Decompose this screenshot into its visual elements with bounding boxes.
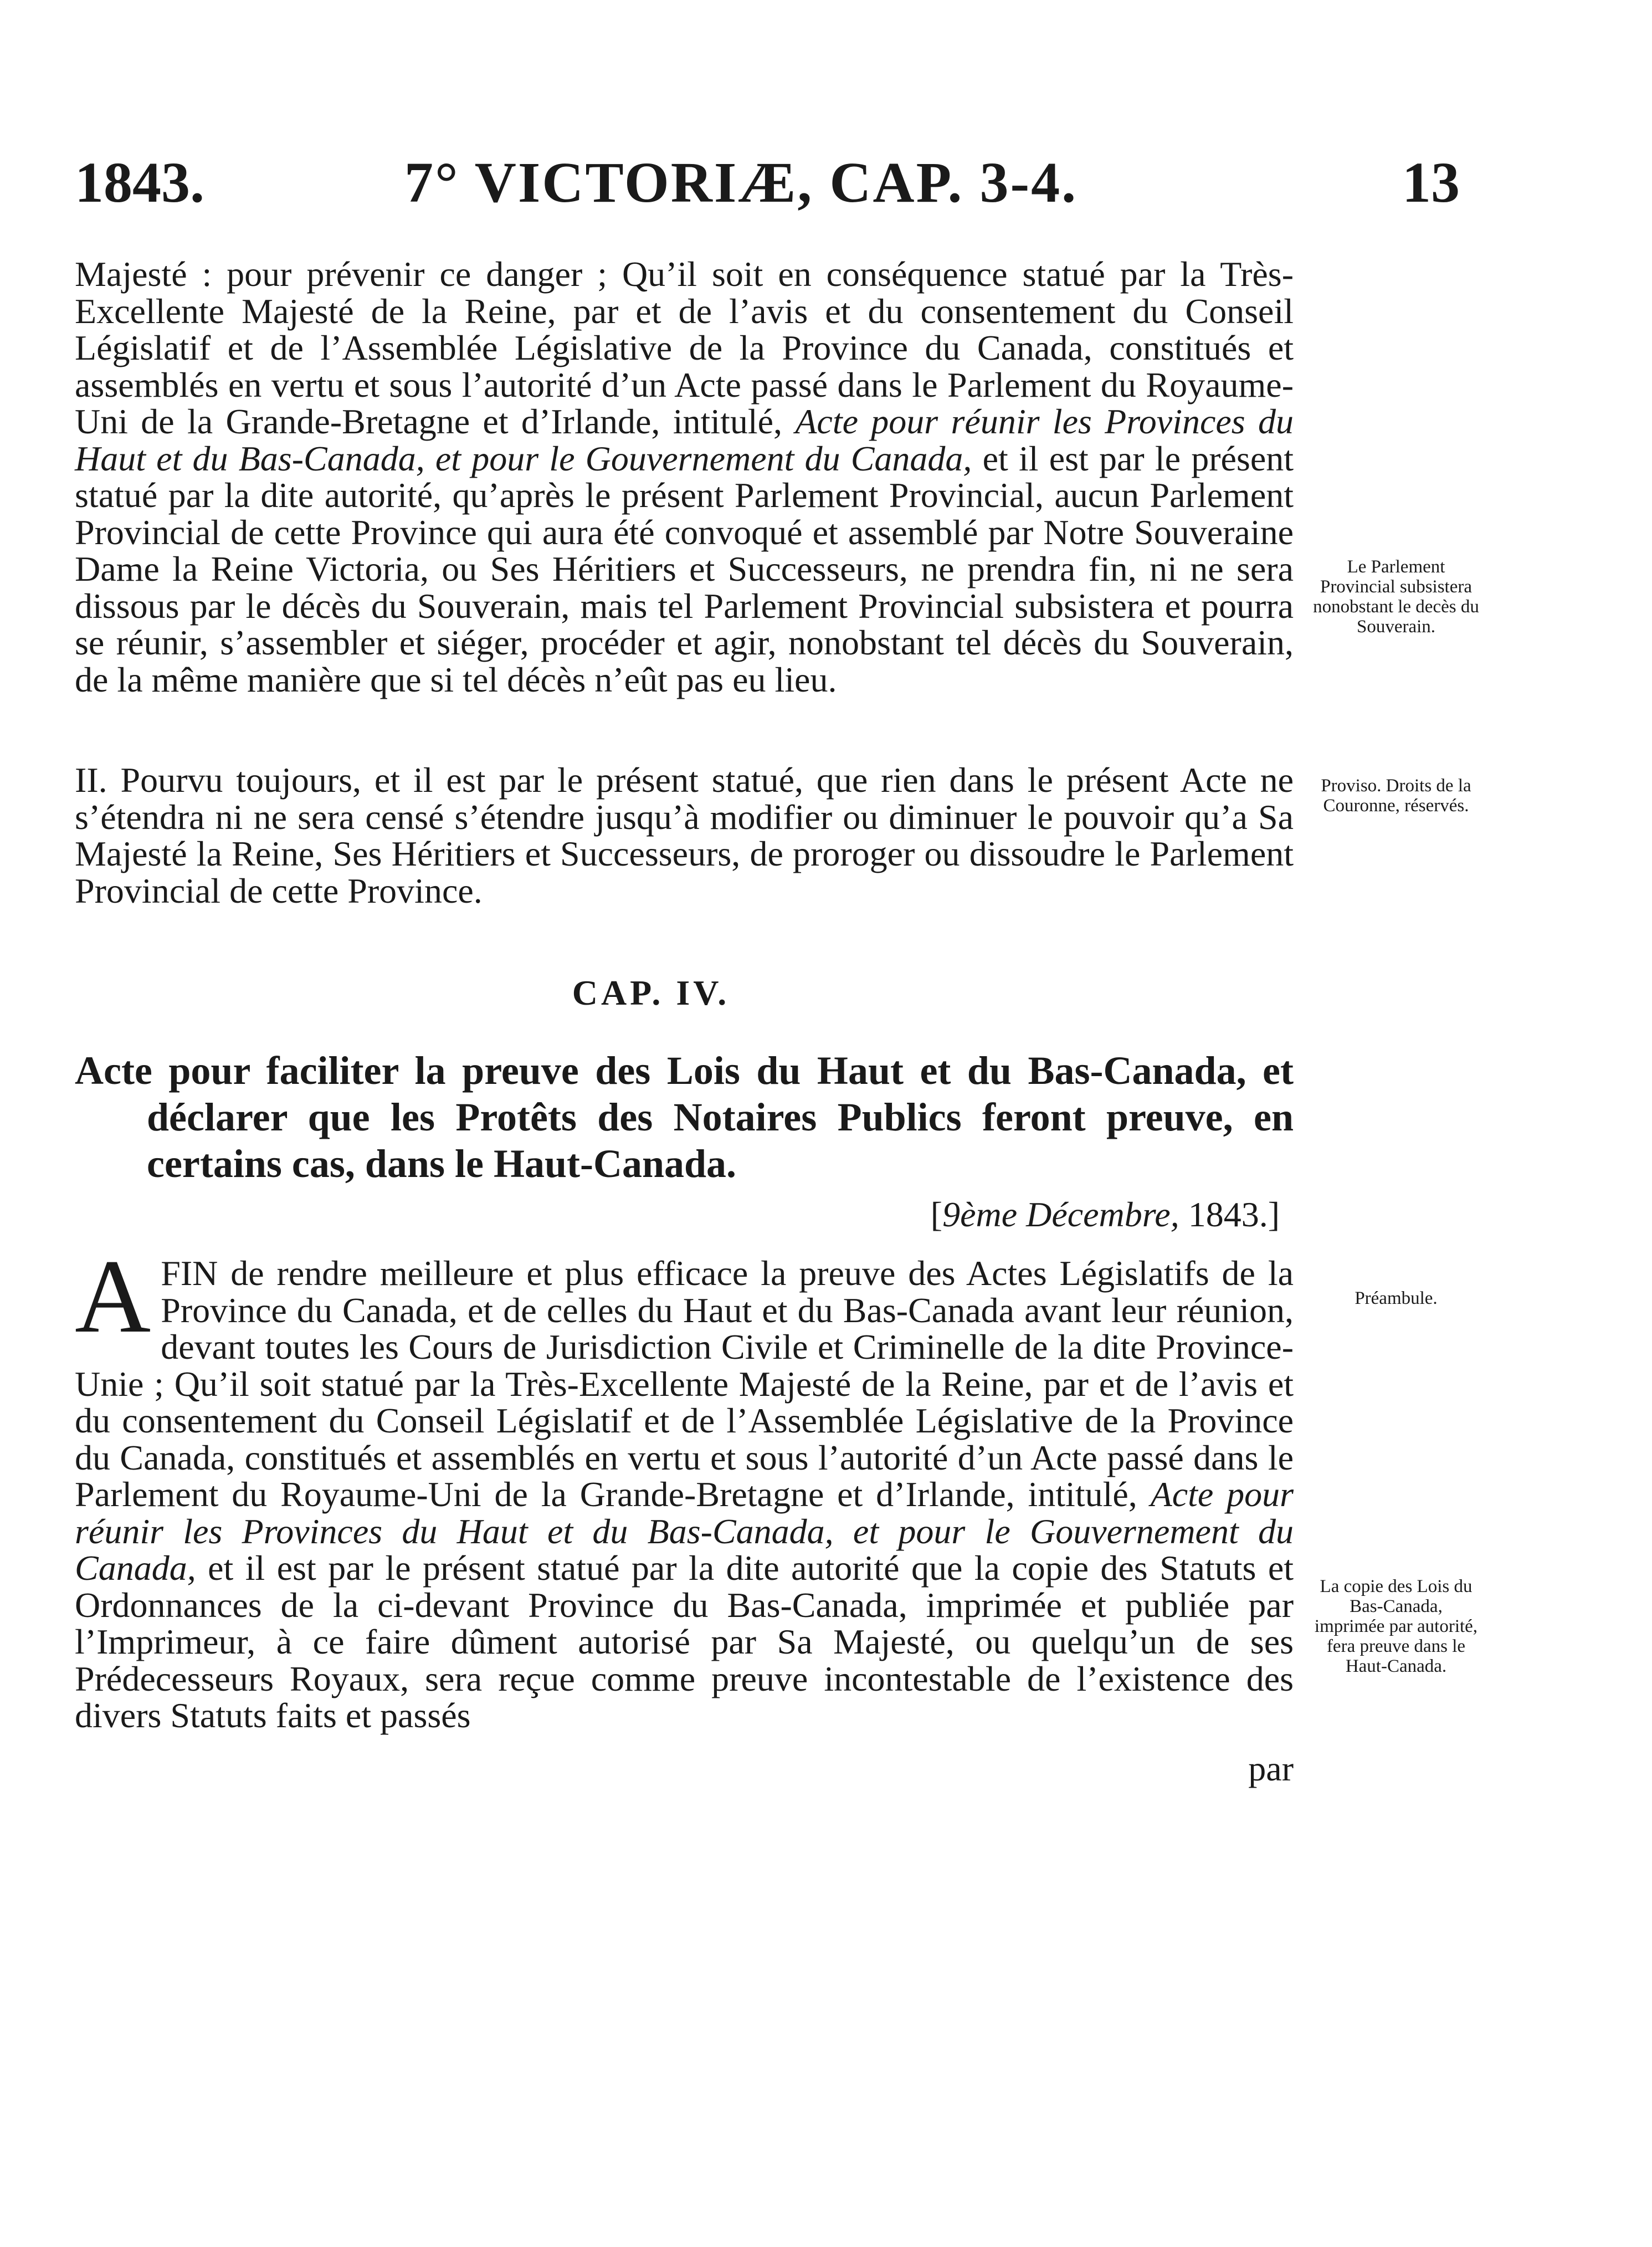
- act-title: [75, 1047, 1294, 1187]
- paragraph-3: [75, 1238, 1294, 1735]
- header-title: 7° VICTORIÆ, CAP. 3-4.: [404, 151, 1078, 214]
- paragraph-2-text: II. Pourvu toujours, et il est par le présent statué, que rien dans le présent Acte ne s’étendra ni ne sera censé s’étendre jusqu’à modifier ou diminuer le pouvoir qu’a Sa Majesté la Reine, Ses Héritiers et Successeurs, de proroger ou dissoudre le Parlement Provincial de cette Province.: [75, 760, 1294, 910]
- paragraph-2: [75, 762, 1294, 909]
- date-day: 9ème Décembre,: [942, 1195, 1179, 1234]
- paragraph-1-act-title: Acte pour réunir les Provinces du Haut et du Bas-Canada, et pour le Gouvernement du Canada,: [75, 402, 1294, 478]
- date-open: [: [930, 1195, 943, 1234]
- paragraph-1: [75, 256, 1294, 698]
- marginal-note-3: Préambule.: [1355, 1288, 1438, 1308]
- paragraph-1-text-b: et il est par le présent statué par la dite autorité, qu’après le présent Parlement Provincial, aucun Parlement Provincial de cette Province qui aura été convoqué et assemblé par Notre Souveraine Dame la Reine Victoria, ou Ses Héritiers et Successeurs, ne prendra fin, ni ne sera dissous par le décès du Souverain, mais tel Parlement Provincial subsistera et pourra se réunir, s’assembler et siéger, procéder et agir, nonobstant tel décès du Souverain, de la même manière que si tel décès n’eût pas eu lieu.: [75, 438, 1294, 699]
- paragraph-3-text-b: et il est par le présent statué par la dite autorité que la copie des Statuts et Ordonnances de la ci-devant Province du Bas-Canada, imprimée et publiée par l’Imprimeur, à ce faire dûment autorisé par Sa Majesté, ou quelqu’un de ses Prédecesseurs Royaux, sera reçue comme preuve incontestable de l’existence des divers Statuts faits et passés: [75, 1548, 1294, 1735]
- chapter-heading: CAP. IV.: [572, 973, 730, 1012]
- header-year: 1843.: [75, 151, 204, 214]
- enactment-date: [892, 1194, 1280, 1235]
- marginal-note-1: Le Parlement Provincial subsistera nonobstant le decès du Souverain.: [1313, 557, 1479, 637]
- page-number: 13: [1402, 151, 1460, 214]
- date-year: 1843.]: [1179, 1195, 1280, 1234]
- page-header: [75, 150, 1460, 233]
- drop-cap: A: [75, 1238, 151, 1355]
- act-title-text: Acte pour faciliter la preuve des Lois du Haut et du Bas-Canada, et déclarer que les Protêts des Notaires Publics feront preuve, en certains cas, dans le Haut-Canada.: [75, 1048, 1294, 1186]
- marginal-note-4: La copie des Lois du Bas-Canada, imprimée par autorité, fera preuve dans le Haut-Canada.: [1314, 1577, 1478, 1676]
- paragraph-1-text-a: Majesté : pour prévenir ce danger ; Qu’il soit en conséquence statué par la Très-Excellente Majesté de la Reine, par et de l’avis et du consentement du Conseil Législatif et de l’Assemblée Législative de la Province du Canada, constitués et assemblés en vertu et sous l’autorité d’un Acte passé dans le Parlement du Royaume-Uni de la Grande-Bretagne et d’Irlande, intitulé,: [75, 254, 1294, 441]
- marginal-note-2: Proviso. Droits de la Couronne, réservés.: [1321, 776, 1471, 816]
- paragraph-3-text-a: FIN de rendre meilleure et plus efficace la preuve des Actes Législatifs de la Province du Canada, et de celles du Haut et du Bas-Canada avant leur réunion, devant toutes les Cours de Jurisdiction Civile et Criminelle de la dite Province-Unie ; Qu’il soit statué par la Très-Excellente Majesté de la Reine, par et de l’avis et du consentement du Conseil Législatif et de l’Assemblée Législative de la Province du Canada, constitués et assemblés en vertu et sous l’autorité d’un Acte passé dans le Parlement du Royaume-Uni de la Grande-Bretagne et d’Irlande, intitulé,: [75, 1253, 1294, 1514]
- catchword: par: [1248, 1749, 1294, 1788]
- paragraph-3-act-title: Acte pour réunir les Provinces du Haut et du Bas-Canada, et pour le Gouvernement du Canada,: [75, 1475, 1294, 1588]
